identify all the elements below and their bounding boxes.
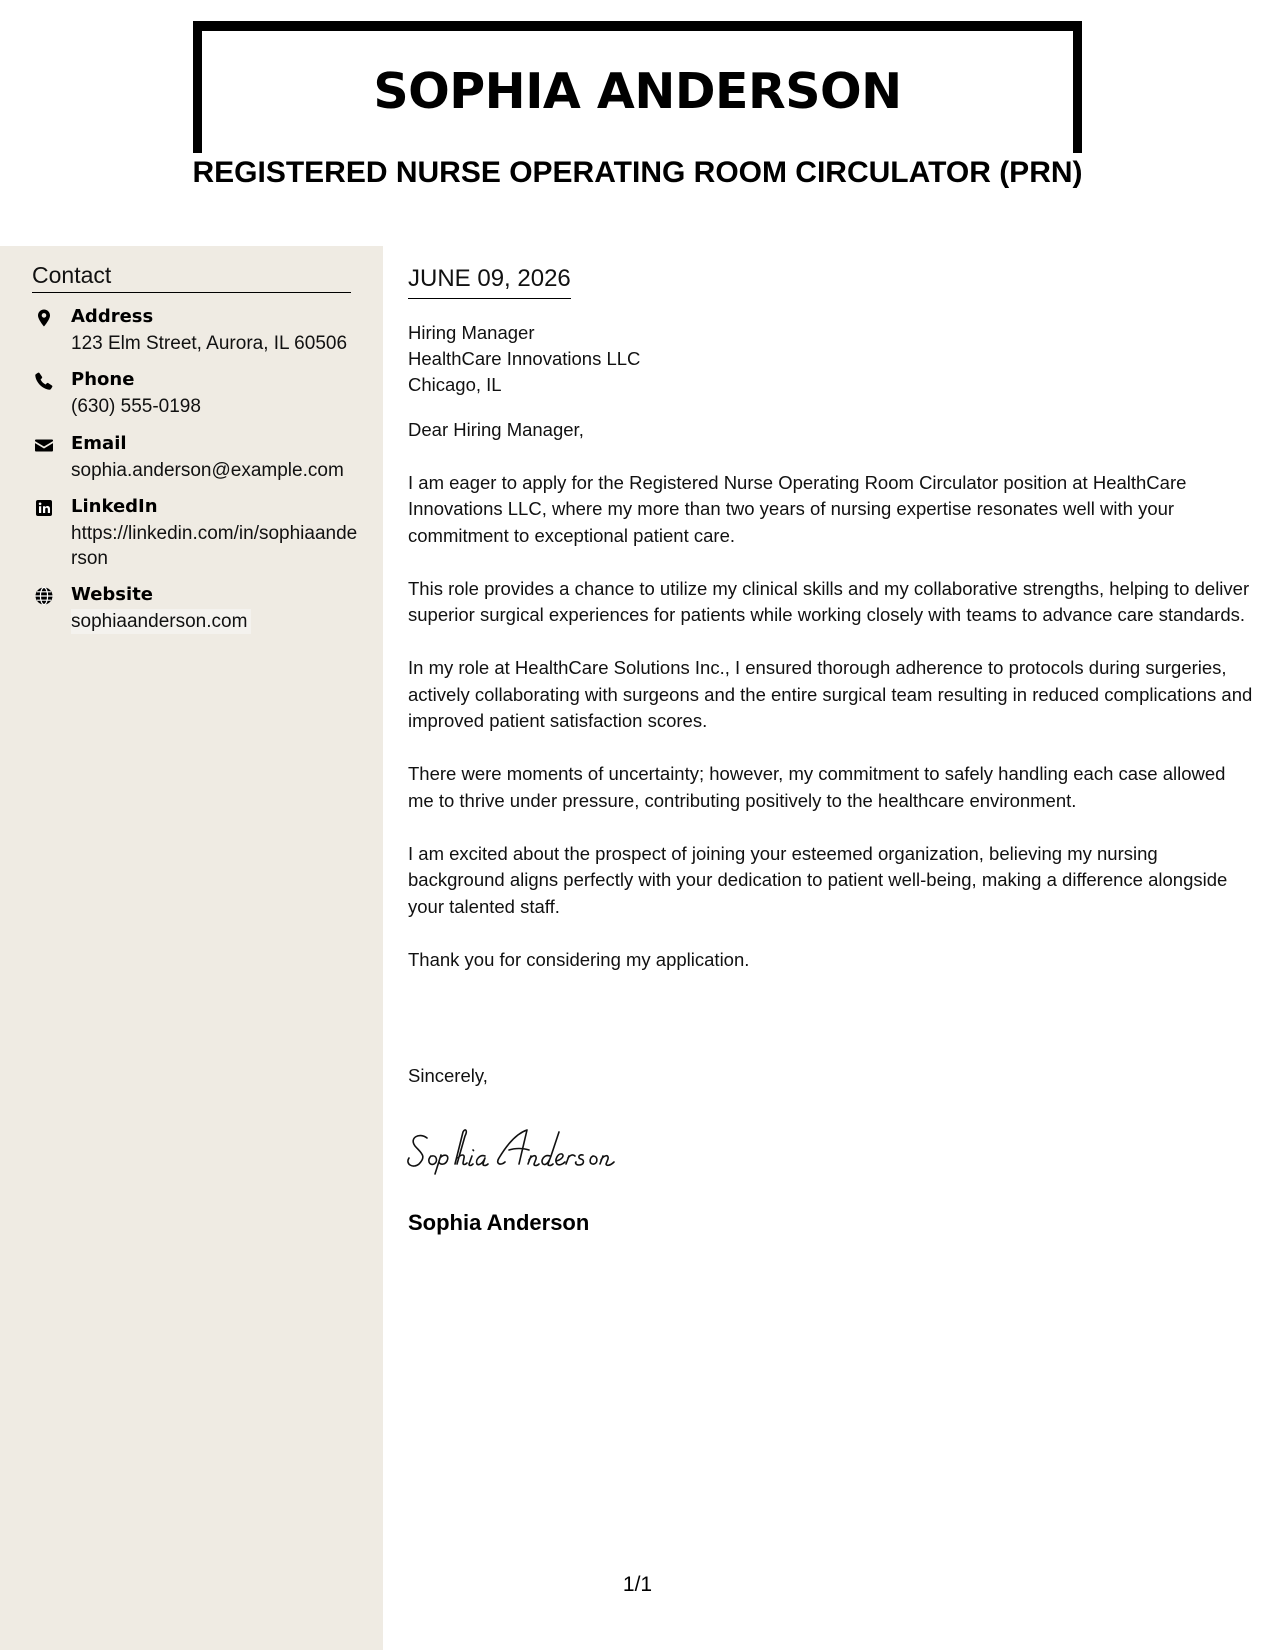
envelope-icon <box>34 435 54 455</box>
recipient-block <box>408 320 1256 398</box>
email-label: Email <box>71 433 127 454</box>
paragraph: This role provides a chance to utilize my clinical skills and my collaborative strengths, helping to deliver superior surgical experiences for patients while working closely with teams to advance care standards. <box>408 577 1250 626</box>
phone-icon <box>34 371 54 391</box>
website-value[interactable]: sophiaanderson.com <box>71 609 251 634</box>
address-value: 123 Elm Street, Aurora, IL 60506 <box>71 333 348 354</box>
map-pin-icon <box>34 308 54 328</box>
candidate-name: SOPHIA ANDERSON <box>373 63 902 120</box>
website-label: Website <box>71 584 154 605</box>
globe-icon <box>34 586 54 606</box>
sidebar <box>0 246 383 1650</box>
signer-name: Sophia Anderson <box>408 1210 590 1235</box>
paragraph: I am eager to apply for the Registered Nurse Operating Room Circulator position at HealthCare Innovations LLC, where my more than two years of nursing expertise resonates well with your commitment to exceptional patient care. <box>408 472 1187 546</box>
address-label: Address <box>71 306 154 327</box>
phone-value: (630) 555-0198 <box>71 396 201 417</box>
recipient-title: Hiring Manager <box>408 322 535 343</box>
paragraph: I am excited about the prospect of joining your esteemed organization, believing my nursing background aligns perfectly with your dedication to patient well-being, making a difference alongside your talented staff. <box>408 842 1228 917</box>
linkedin-label: LinkedIn <box>71 496 158 517</box>
paragraph: In my role at HealthCare Solutions Inc., I ensured thorough adherence to protocols during surgeries, actively collaborating with surgeons and the entire surgical team resulting in reduced complications and improved patient satisfaction scores. <box>408 657 1253 732</box>
signature-image <box>405 1118 675 1178</box>
contact-heading: Contact <box>32 260 351 293</box>
recipient-company: HealthCare Innovations LLC <box>408 348 641 369</box>
recipient-location: Chicago, IL <box>408 374 502 395</box>
phone-label: Phone <box>71 369 135 390</box>
page-number: 1/1 <box>622 1573 653 1596</box>
job-title: REGISTERED NURSE OPERATING ROOM CIRCULATOR (PRN) <box>192 156 1083 189</box>
closing: Sincerely, <box>408 1065 488 1086</box>
linkedin-value[interactable]: https://linkedin.com/in/sophiaanderson <box>71 523 358 569</box>
salutation: Dear Hiring Manager, <box>408 419 584 440</box>
linkedin-icon <box>34 498 54 518</box>
paragraph: There were moments of uncertainty; however, my commitment to safely handling each case allowed me to thrive under pressure, contributing positively to the healthcare environment. <box>408 763 1226 811</box>
email-value[interactable]: sophia.anderson@example.com <box>71 460 344 481</box>
paragraph: Thank you for considering my application. <box>408 948 750 970</box>
letter-body <box>408 262 1256 973</box>
letter-date: JUNE 09, 2026 <box>408 262 571 299</box>
